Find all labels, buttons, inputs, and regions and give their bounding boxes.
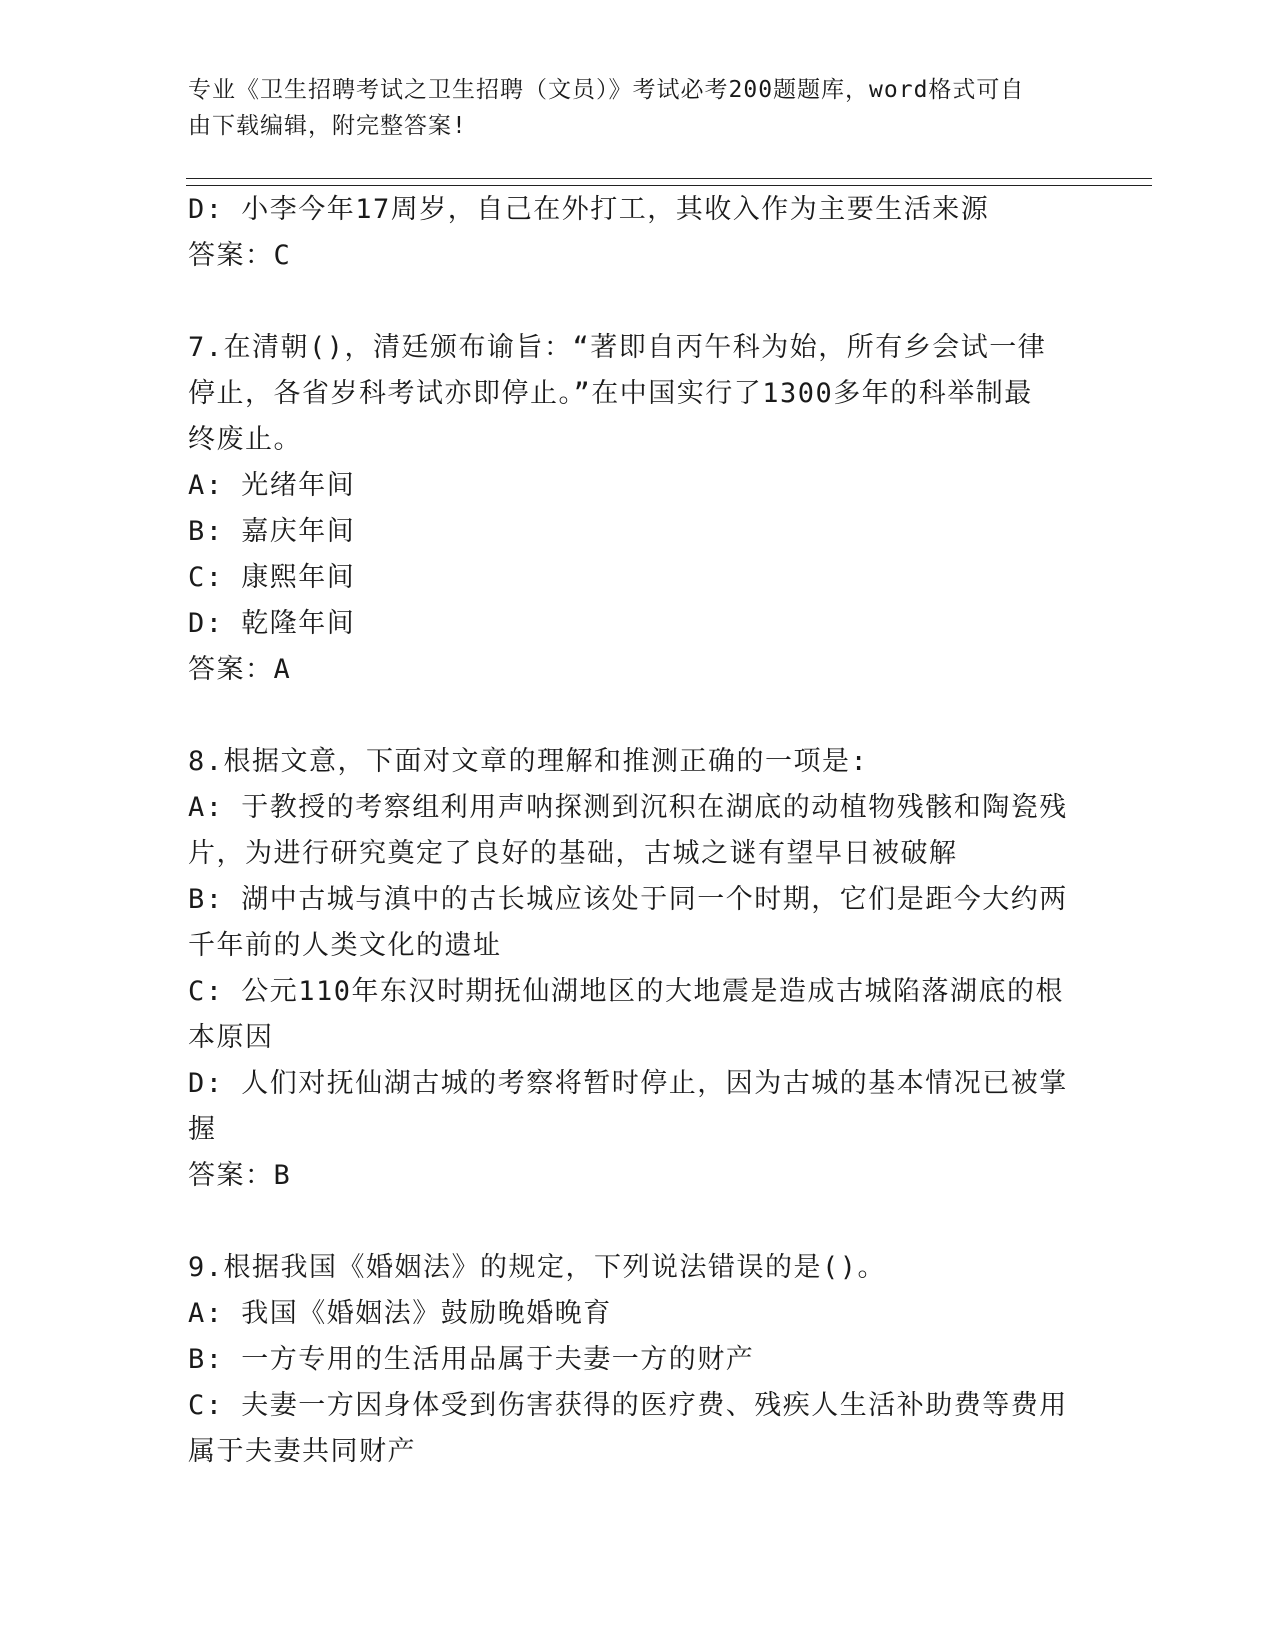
option-b-continued: 千年前的人类文化的遗址 — [188, 930, 502, 961]
document-body — [188, 187, 1078, 1475]
spacer — [188, 279, 1078, 325]
answer-line: 答案：A — [188, 654, 292, 685]
option-a: A: 我国《婚姻法》鼓励晚婚晚育 — [188, 1298, 612, 1329]
question-6-tail — [188, 187, 1078, 279]
option-b: B: 嘉庆年间 — [188, 516, 356, 547]
header-line-1: 专业《卫生招聘考试之卫生招聘（文员）》考试必考200题题库，word格式可自 — [188, 77, 1025, 103]
header-rule-top — [186, 178, 1152, 179]
spacer — [188, 1199, 1078, 1245]
option-c: C: 康熙年间 — [188, 562, 356, 593]
spacer — [188, 693, 1078, 739]
option-c-continued: 属于夫妻共同财产 — [188, 1436, 416, 1467]
question-8 — [188, 739, 1078, 1199]
option-c: C: 夫妻一方因身体受到伤害获得的医疗费、残疾人生活补助费等费用 — [188, 1390, 1068, 1421]
question-stem-line: 9.根据我国《婚姻法》的规定，下列说法错误的是()。 — [188, 1252, 887, 1283]
option-a: A: 光绪年间 — [188, 470, 356, 501]
question-9 — [188, 1245, 1078, 1475]
header-rule-bottom — [186, 185, 1152, 186]
answer-line: 答案：B — [188, 1160, 292, 1191]
option-c-continued: 本原因 — [188, 1022, 274, 1053]
option-c: C: 公元110年东汉时期抚仙湖地区的大地震是造成古城陷落湖底的根 — [188, 976, 1065, 1007]
question-7 — [188, 325, 1078, 693]
question-stem-line: 8.根据文意，下面对文章的理解和推测正确的一项是: — [188, 746, 869, 777]
option-d: D: 乾隆年间 — [188, 608, 356, 639]
option-a-continued: 片，为进行研究奠定了良好的基础，古城之谜有望早日被破解 — [188, 838, 958, 869]
question-stem-line: 终废止。 — [188, 424, 302, 455]
option-d-continued: 握 — [188, 1114, 217, 1145]
header-line-2: 由下载编辑，附完整答案! — [188, 113, 467, 139]
answer-line: 答案：C — [188, 240, 292, 271]
option-b: B: 湖中古城与滇中的古长城应该处于同一个时期，它们是距今大约两 — [188, 884, 1068, 915]
option-b: B: 一方专用的生活用品属于夫妻一方的财产 — [188, 1344, 755, 1375]
option-d: D: 人们对抚仙湖古城的考察将暂时停止，因为古城的基本情况已被掌 — [188, 1068, 1068, 1099]
question-stem-line: 停止，各省岁科考试亦即停止。”在中国实行了1300多年的科举制最 — [188, 378, 1033, 409]
document-header — [188, 72, 1088, 144]
option-a: A: 于教授的考察组利用声呐探测到沉积在湖底的动植物残骸和陶瓷残 — [188, 792, 1068, 823]
option-d: D: 小李今年17周岁，自己在外打工，其收入作为主要生活来源 — [188, 194, 990, 225]
question-stem-line: 7.在清朝()，清廷颁布谕旨：“著即自丙午科为始，所有乡会试一律 — [188, 332, 1047, 363]
